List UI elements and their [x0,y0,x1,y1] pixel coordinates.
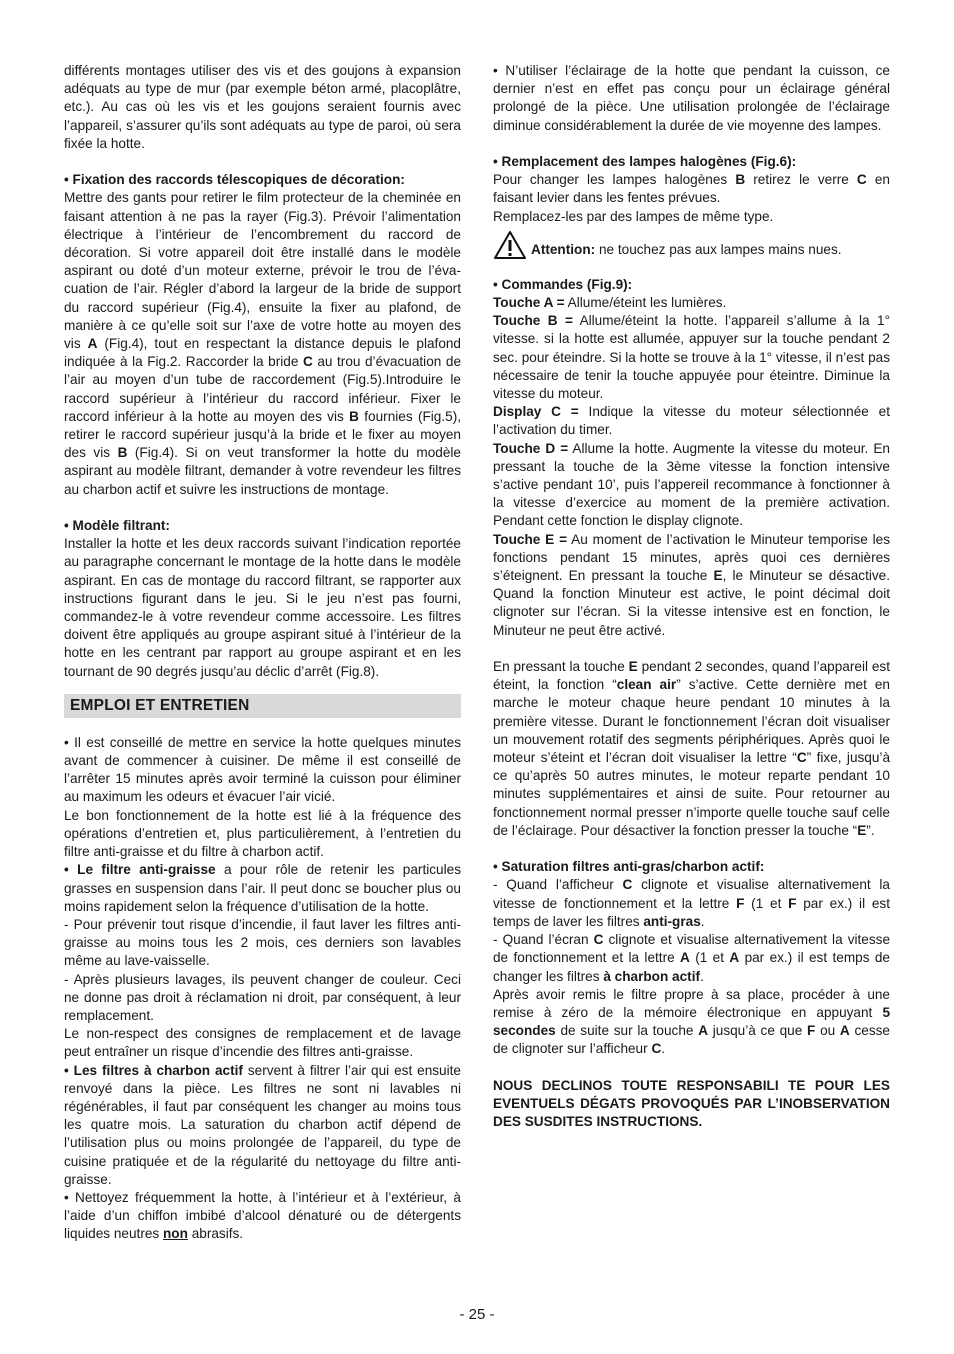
left-column [64,62,461,1244]
commandes-heading: • Commandes (Fig.9): [493,276,633,292]
clean-air-paragraph: En pressant la touche E pendant 2 secondes, quand l’appareil est éteint, la fonction “clean air” s’active. Cette dernière met en marche le moteur chaque heure pendant 10 minutes à la première vitesse. Durant le fonctionnement l’écran doit visualiser un mouvement rotatif des segments périphériques. Après quoi le moteur s’éteint et l’écran doit visualiser la lettre “C” fixe, jusqu’à ce qu’après 50 autres minutes, le moteur reparte pendant 10 minutes supplémentaires et ainsi de suite. Pour retourner au fonctionnement normal presser n’importe quelle touche sauf celle de l’éclairage. Pour désactiver la fonction presser la touche “E”. [493,659,890,838]
eclairage-paragraph: • N’utiliser l’éclairage de la hotte que pendant la cuisson, ce dernier n’est en effet pas conçu pour un éclairage général prolongé de la pièce. Une utilisation prolongée de l’éclairage diminue considérablement la durée de vie moyenne des lampes. [493,63,890,133]
touche-e: Touche E = Au moment de l’activation le Minuteur temporise les fonctions pendant 15 minutes, après quoi ces dernières s’éteignent. En pressant la touche E, le Minuteur se désactive. Quand la fonction Minuteur est active, le point décimal doit clignoter sur l’écran. Si la vitesse intensive est en fonction, le Minuteur ne peut être activé. [493,531,890,638]
emploi-paragraph-3: - Pour prévenir tout risque d’incendie, il faut laver les filtres anti-graisse au moins tous les 2 mois, ces derniers son lavables même au lave-vaisselle. [64,916,461,969]
emploi-paragraph-2: Le bon fonctionnement de la hotte est lié à la fréquence des opérations d’entretien et, plus particulièrement, à l’entretien du filtre anti-graisse et du filtre à charbon actif. [64,807,461,860]
emploi-paragraph-5: Le non-respect des consignes de remplacement et de lavage peut entraîner un risque d’incendie des filtres anti-graisse. [64,1026,461,1060]
graisse-paragraph: • Le filtre anti-graisse a pour rôle de retenir les particules grasses en suspension dans l’air. Il peut donc se boucher plus ou moins rapidement selon la fréquence d’utilisation de la hotte. [64,862,461,914]
lampes-paragraph: Pour changer les lampes halogènes B retirez le verre C en faisant levier dans les fentes prévues. [493,172,890,206]
lampes-paragraph-2: Remplacez-les par des lampes de même type. [493,208,774,224]
touche-a: Touche A = Allume/éteint les lumières. [493,295,727,311]
emploi-paragraph-1: • Il est conseillé de mettre en service la hotte quelques minutes avant de commencer à cuisiner. De même il est conseillé de l’arrêter 15 minutes après avoir terminé la cuisson pour éliminer au maximum les odeurs et évacuer l’air vicié. [64,734,461,805]
reset-paragraph: Après avoir remis le filtre propre à sa place, procéder à une remise à zéro de la mémoire électronique en appuyant 5 secondes de suite sur la touche A jusqu’à ce que F ou A cesse de clignoter sur l’afficheur C. [493,986,890,1057]
touche-d: Touche D = Allume la hotte. Augmente la vitesse du moteur. En pressant la touche de la 3ème vitesse la fonction intensive s’active pendant 10’, puis l’appereil recommance à fonctionner à la vitesse d’exercice au moment de la première activation. Pendant cette fonction le display clignote. [493,440,890,529]
nettoyez-paragraph: • Nettoyez fréquemment la hotte, à l’intérieur et à l’extérieur, à l’aide d’un chiffon imbibé d’alcool dénaturé ou de détergents liquides neutres non abrasifs. [64,1189,461,1242]
lampes-heading: • Remplacement des lampes halogènes (Fig.6): [493,154,797,169]
filtrant-heading: • Modèle filtrant: [64,518,170,534]
page-number: - 25 - [459,1306,495,1323]
fixation-heading: • Fixation des raccords télescopiques de décoration: [64,172,405,188]
section-title: EMPLOI ET ENTRETIEN [64,694,461,718]
saturation-heading: • Saturation filtres anti-gras/charbon actif: [493,859,765,875]
warning-triangle-icon [493,230,527,260]
saturation-item-1: - Quand l’afficheur C clignote et visualise alternativement la vitesse de fonctionnement et la lettre F (1 et F par ex.) il est temps de laver les filtres anti-gras. [493,877,890,929]
charbon-paragraph: • Les filtres à charbon actif servent à filtrer l’air qui est ensuite renvoyé dans la pièce. Les filtres ne sont ni lavables ni régénérables, il faut par conséquent les changer au moins tous les quatre mois. La saturation du charbon actif dépend de l’utilisation plus ou moins prolongée de l’appareil, du type de cuisine pratiquée et de la régularité du nettoyage du filtre anti-graisse. [64,1062,461,1187]
display-c: Display C = Indique la vitesse du moteur sélectionnée et l’activation du timer. [493,404,890,438]
saturation-item-2: - Quand l’écran C clignote et visualise alternativement la vitesse de fonctionnement et la lettre A (1 et A par ex.) il est temps de changer les filtres à charbon actif. [493,932,891,984]
attention-note: Attention: ne touchez pas aux lampes mains nues. [493,230,890,260]
disclaimer-text: NOUS DECLINOS TOUTE RESPONSABILI TE POUR LES EVENTUELS DÉGATS PROVOQUÉS PAR L’INOBSERVATION DES SUSDITES INSTRUCTIONS. [493,1077,890,1130]
right-column [493,62,890,1131]
emploi-paragraph-4: - Après plusieurs lavages, ils peuvent changer de couleur. Ceci ne donne pas droit à réclamation ni droit, par conséquent, à leur remplacement. [64,971,461,1023]
fixation-paragraph: Mettre des gants pour retirer le film protecteur de la cheminée en faisant attention à ne pas la rayer (Fig.3). Prévoir l’alimentation électrique à l’intérieur de l’encombrement du raccord de décoration. Si votre appareil doit être installé dans le modèle aspirant ou doté d’un moteur externe, prévoir le trou de l’évacuation de l’air. Régler d’abord la largeur de la bride de support du raccord supérieur (Fig.4), ensuite la fixer au plafond, de manière à ce qu’elle soit sur l’axe de votre hotte au moyen des vis A (Fig.4), tout en respectant la distance depuis le plafond indiquée à la Fig.2. Raccorder la bride C au trou d’évacuation de l’air au moyen d’un tube de raccordement (Fig.5).Introduire le raccord supérieur à l’intérieur du raccord inférieur. Fixer le raccord inférieur à la hotte au moyen des vis B fournies (Fig.5), retirer le raccord supérieur jusqu’à la bride et le fixer au moyen des vis B (Fig.4). Si on veut transformer la hotte du modèle aspirant au modèle filtrant, demander à votre revendeur les filtres au charbon actif et suivre les instructions de montage. [64,190,461,497]
attention-label: Attention: [531,241,596,257]
intro-paragraph: différents montages utiliser des vis et des goujons à expansion adéquats au type de mur (par exemple béton armé, placoplâtre, etc.). Au cas où les vis et les goujons seraient fournis avec l’appareil, s’assurer qu’ils sont adéquats au type de paroi, où sera fixée la hotte. [64,63,461,151]
filtrant-paragraph: Installer la hotte et les deux raccords suivant l’indication reportée au paragraphe concernant le montage de la hotte dans le modèle aspirant. En cas de montage du raccord filtrant, se rapporter aux instructions figurant dans le jeu. Si le jeu n’est pas fourni, commandez-le à votre revendeur comme accessoire. Les filtres doivent être appliqués au groupe aspirant situé à l’intérieur de la hotte en les centrant par rapport au groupe aspirant et en les tournant de 90 degrés jusqu’au déclic d’arrêt (Fig.8). [64,536,461,679]
touche-b: Touche B = Allume/éteint la hotte. l’appareil s’allume à la 1° vitesse. si la hotte est allumée, appuyer sur la touche pendant 2 sec. pour éteindre. Si la hotte se trouve à la 1° vitesse, il n’est pas nécessaire de tenir la touche appuyée pour éteintre. Diminue la vitesse du moteur. [493,313,891,402]
